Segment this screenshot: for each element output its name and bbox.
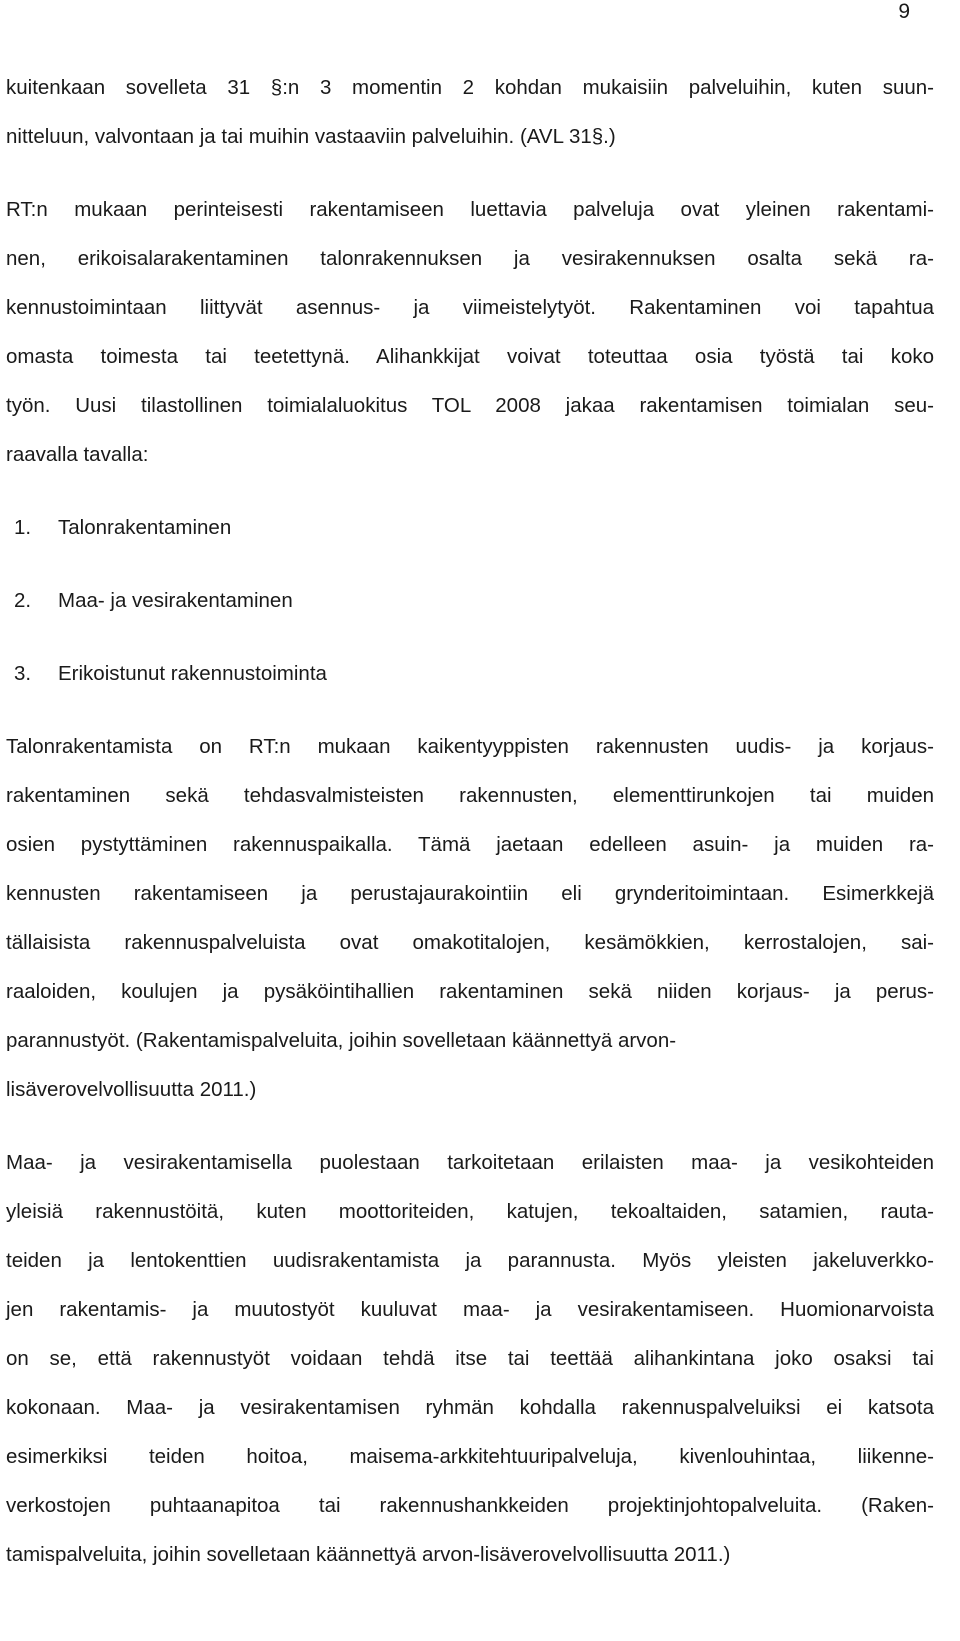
text-line: nitteluun, valvontaan ja tai muihin vastaaviin palveluihin. (AVL 31§.) <box>6 125 616 148</box>
text-line: tällaisista rakennuspalveluista ovat omakotitalojen, kesämökkien, kerrostalojen, sai- <box>6 931 934 954</box>
text-line: Maa- ja vesirakentamisella puolestaan tarkoitetaan erilaisten maa- ja vesikohteiden <box>6 1151 934 1174</box>
list-item-number: 1. <box>14 516 32 539</box>
text-line: raavalla tavalla: <box>6 443 149 466</box>
text-line: rakentaminen sekä tehdasvalmisteisten rakennusten, elementtirunkojen tai muiden <box>6 784 934 807</box>
text-line: yleisiä rakennustöitä, kuten moottoriteiden, katujen, tekoaltaiden, satamien, rauta- <box>6 1200 934 1223</box>
text-line: parannustyöt. (Rakentamispalveluita, joihin sovelletaan käännettyä arvon- <box>6 1029 677 1052</box>
text-line: kennustoimintaan liittyvät asennus- ja viimeistelytyöt. Rakentaminen voi tapahtua <box>6 296 934 319</box>
list-item-number: 3. <box>14 662 32 685</box>
page-number: 9 <box>898 0 910 23</box>
text-line: kuitenkaan sovelleta 31 §:n 3 momentin 2 kohdan mukaisiin palveluihin, kuten suun- <box>6 76 934 99</box>
text-line: omasta toimesta tai teetettynä. Alihankkijat voivat toteuttaa osia työstä tai koko <box>6 345 934 368</box>
text-line: esimerkiksi teiden hoitoa, maisema-arkkitehtuuripalveluja, kivenlouhintaa, liikenne- <box>6 1445 934 1468</box>
page-content <box>6 63 934 1579</box>
list-item-label: Maa- ja vesirakentaminen <box>58 589 293 612</box>
paragraph <box>6 63 934 161</box>
list-item-number: 2. <box>14 589 32 612</box>
text-line: raaloiden, koulujen ja pysäköintihallien rakentaminen sekä niiden korjaus- ja perus- <box>6 980 934 1003</box>
list-item <box>6 649 934 698</box>
text-line: nen, erikoisalarakentaminen talonrakennuksen ja vesirakennuksen osalta sekä ra- <box>6 247 934 270</box>
numbered-list <box>6 503 934 698</box>
text-line: lisäverovelvollisuutta 2011.) <box>6 1078 257 1101</box>
text-line: kennusten rakentamiseen ja perustajaurakointiin eli grynderitoimintaan. Esimerkkejä <box>6 882 934 905</box>
text-line: Talonrakentamista on RT:n mukaan kaikentyyppisten rakennusten uudis- ja korjaus- <box>6 735 934 758</box>
text-line: RT:n mukaan perinteisesti rakentamiseen luettavia palveluja ovat yleinen rakentami- <box>6 198 934 221</box>
text-line: jen rakentamis- ja muutostyöt kuuluvat maa- ja vesirakentamiseen. Huomionarvoista <box>6 1298 934 1321</box>
text-line: osien pystyttäminen rakennuspaikalla. Tämä jaetaan edelleen asuin- ja muiden ra- <box>6 833 934 856</box>
list-item-label: Talonrakentaminen <box>58 516 232 539</box>
text-line: tamispalveluita, joihin sovelletaan käännettyä arvon-lisäverovelvollisuutta 2011.) <box>6 1543 731 1566</box>
list-item <box>6 503 934 552</box>
list-item-label: Erikoistunut rakennustoiminta <box>58 662 327 685</box>
paragraph <box>6 1138 934 1579</box>
list-item <box>6 576 934 625</box>
text-line: on se, että rakennustyöt voidaan tehdä itse tai teettää alihankintana joko osaksi tai <box>6 1347 934 1370</box>
paragraph <box>6 185 934 479</box>
text-line: työn. Uusi tilastollinen toimialaluokitus TOL 2008 jakaa rakentamisen toimialan seu- <box>6 394 934 417</box>
paragraph <box>6 722 934 1114</box>
text-line: verkostojen puhtaanapitoa tai rakennushankkeiden projektinjohtopalveluita. (Raken- <box>6 1494 934 1517</box>
text-line: kokonaan. Maa- ja vesirakentamisen ryhmän kohdalla rakennuspalveluiksi ei katsota <box>6 1396 934 1419</box>
text-line: teiden ja lentokenttien uudisrakentamista ja parannusta. Myös yleisten jakeluverkko- <box>6 1249 934 1272</box>
